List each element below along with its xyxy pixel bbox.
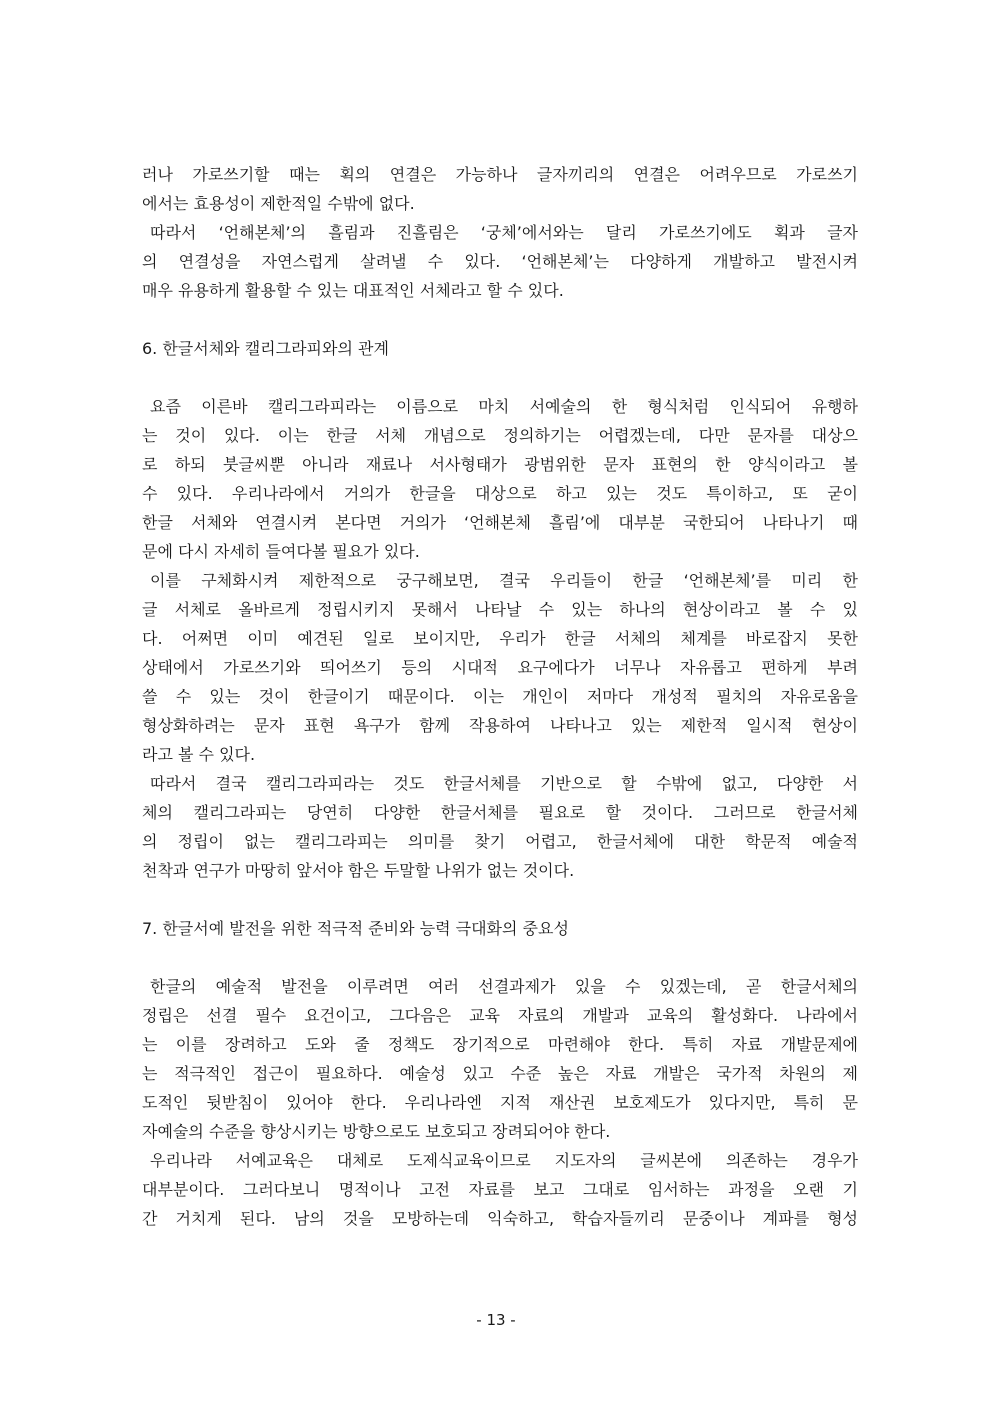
text-line: 대부분이다. 그러다보니 명적이나 고전 자료를 보고 그대로 임서하는 과정을 오랜 기 (142, 1180, 858, 1199)
text-line: 도적인 뒷받침이 있어야 한다. 우리나라엔 지적 재산권 보호제도가 있다지만, 특히 문 (142, 1093, 858, 1112)
text-line: 이를 구체화시켜 제한적으로 궁구해보면, 결국 우리들이 한글 ‘언해본체’를 미리 한 (150, 571, 858, 590)
paragraph-section6-3 (142, 769, 858, 885)
paragraph-intro-2 (142, 218, 858, 305)
text-line: 쓸 수 있는 것이 한글이기 때문이다. 이는 개인이 저마다 개성적 필치의 자유로움을 (142, 687, 858, 706)
text-line: 글 서체로 올바르게 정립시키지 못해서 나타날 수 있는 하나의 현상이라고 볼 수 있 (142, 600, 858, 619)
paragraph-section7-1 (142, 972, 858, 1146)
text-line: 의 연결성을 자연스럽게 살려낼 수 있다. ‘언해본체’는 다양하게 개발하고 발전시켜 (142, 252, 858, 271)
text-line: 요즘 이른바 캘리그라피라는 이름으로 마치 서예술의 한 형식처럼 인식되어 유행하 (150, 397, 858, 416)
text-line: 에서는 효용성이 제한적일 수밖에 없다. (142, 194, 415, 213)
text-line: 는 것이 있다. 이는 한글 서체 개념으로 정의하기는 어렵겠는데, 다만 문자를 대상으 (142, 426, 858, 445)
text-line: 러나 가로쓰기할 때는 획의 연결은 가능하나 글자끼리의 연결은 어려우므로 가로쓰기 (142, 165, 858, 184)
document-body (142, 160, 858, 1233)
text-line: 따라서 ‘언해본체’의 흘림과 진흘림은 ‘궁체’에서와는 달리 가로쓰기에도 획과 글자 (150, 223, 858, 242)
paragraph-section7-2 (142, 1146, 858, 1233)
text-line: 천착과 연구가 마땅히 앞서야 함은 두말할 나위가 없는 것이다. (142, 861, 575, 880)
text-line: 간 거치게 된다. 남의 것을 모방하는데 익숙하고, 학습자들끼리 문중이나 계파를 형성 (142, 1209, 858, 1228)
text-line: 수 있다. 우리나라에서 거의가 한글을 대상으로 하고 있는 것도 특이하고, 또 굳이 (142, 484, 858, 503)
text-line: 매우 유용하게 활용할 수 있는 대표적인 서체라고 할 수 있다. (142, 281, 564, 300)
text-line: 체의 캘리그라피는 당연히 다양한 한글서체를 필요로 할 것이다. 그러므로 한글서체 (142, 803, 858, 822)
text-line: 형상화하려는 문자 표현 욕구가 함께 작용하여 나타나고 있는 제한적 일시적 현상이 (142, 716, 858, 735)
section-heading-6: 6. 한글서체와 캘리그라피와의 관계 (142, 339, 389, 358)
text-line: 따라서 결국 캘리그라피라는 것도 한글서체를 기반으로 할 수밖에 없고, 다양한 서 (150, 774, 858, 793)
text-line: 우리나라 서예교육은 대체로 도제식교육이므로 지도자의 글씨본에 의존하는 경우가 (150, 1151, 858, 1170)
text-line: 다. 어쩌면 이미 예견된 일로 보이지만, 우리가 한글 서체의 체계를 바로잡지 못한 (142, 629, 858, 648)
text-line: 문에 다시 자세히 들여다볼 필요가 있다. (142, 542, 420, 561)
text-line: 자예술의 수준을 향상시키는 방향으로도 보호되고 장려되어야 한다. (142, 1122, 611, 1141)
text-line: 한글의 예술적 발전을 이루려면 여러 선결과제가 있을 수 있겠는데, 곧 한글서체의 (150, 977, 858, 996)
text-line: 는 적극적인 접근이 필요하다. 예술성 있고 수준 높은 자료 개발은 국가적 차원의 제 (142, 1064, 858, 1083)
text-line: 상태에서 가로쓰기와 띄어쓰기 등의 시대적 요구에다가 너무나 자유롭고 편하게 부려 (142, 658, 858, 677)
page-number: - 13 - (476, 1311, 516, 1329)
text-line: 한글 서체와 연결시켜 본다면 거의가 ‘언해본체 흘림’에 대부분 국한되어 나타나기 때 (142, 513, 858, 532)
text-line: 라고 볼 수 있다. (142, 745, 256, 764)
text-line: 는 이를 장려하고 도와 줄 정책도 장기적으로 마련해야 한다. 특히 자료 개발문제에 (142, 1035, 858, 1054)
text-line: 의 정립이 없는 캘리그라피는 의미를 찾기 어렵고, 한글서체에 대한 학문적 예술적 (142, 832, 858, 851)
paragraph-section6-1 (142, 392, 858, 566)
section-heading-7: 7. 한글서예 발전을 위한 적극적 준비와 능력 극대화의 중요성 (142, 919, 569, 938)
text-line: 정립은 선결 필수 요건이고, 그다음은 교육 자료의 개발과 교육의 활성화다. 나라에서 (142, 1006, 858, 1025)
text-line: 로 하되 붓글씨뿐 아니라 재료나 서사형태가 광범위한 문자 표현의 한 양식이라고 볼 (142, 455, 858, 474)
paragraph-intro (142, 160, 858, 218)
paragraph-section6-2 (142, 566, 858, 769)
